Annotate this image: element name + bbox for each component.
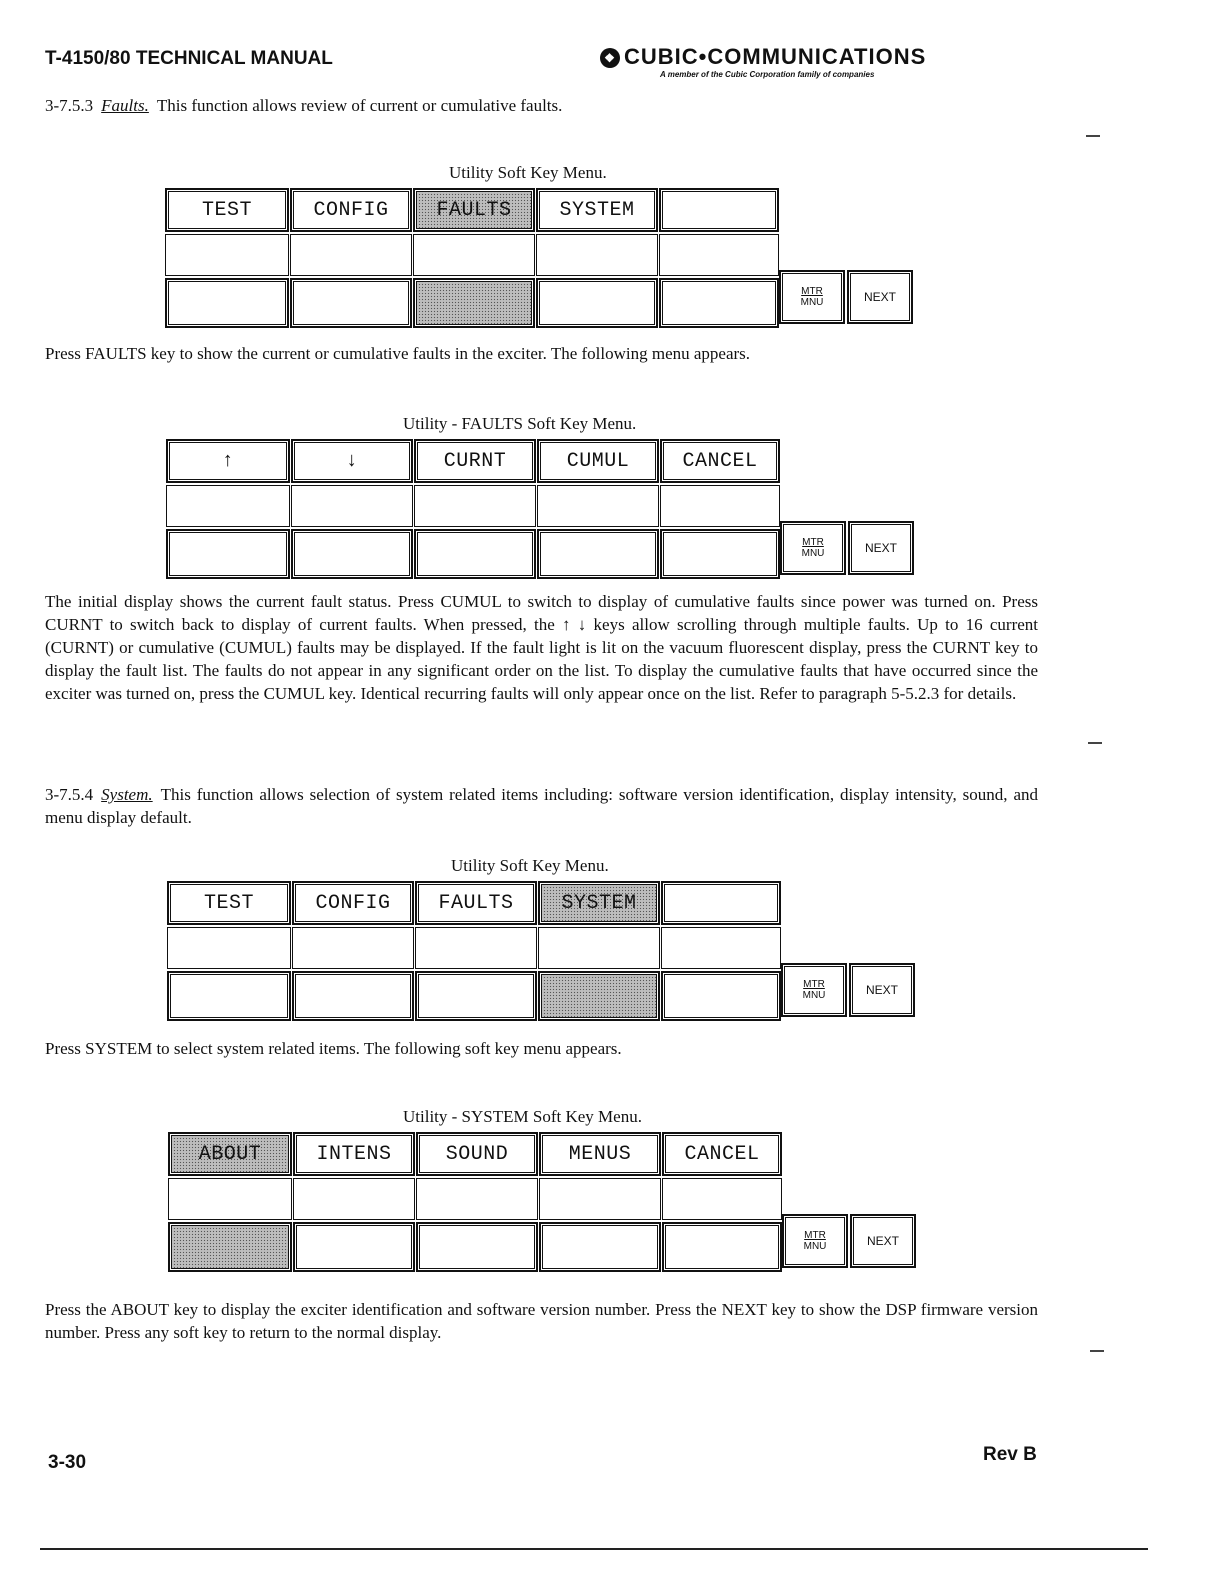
soft-key-2[interactable] — [290, 188, 412, 232]
meter-menu-label-top: MTR — [803, 979, 825, 990]
soft-key-label: FAULTS — [436, 198, 512, 222]
brand-tagline: A member of the Cubic Corporation family of companies — [660, 70, 875, 79]
display-cell — [291, 485, 413, 527]
scan-mark — [1088, 742, 1102, 744]
soft-key-3[interactable] — [414, 439, 536, 483]
meter-menu-label-top: MTR — [801, 286, 823, 297]
display-cell — [293, 1178, 415, 1220]
soft-key-label: TEST — [203, 891, 254, 915]
meter-menu-key[interactable] — [780, 521, 846, 575]
display-cell — [168, 1178, 292, 1220]
next-key[interactable] — [850, 1214, 916, 1268]
soft-key-4[interactable] — [537, 439, 659, 483]
function-key-2[interactable] — [291, 529, 413, 579]
soft-key-label: SYSTEM — [561, 891, 637, 915]
soft-key-label: CUMUL — [566, 449, 630, 473]
soft-key-4[interactable] — [539, 1132, 661, 1176]
next-key[interactable] — [848, 521, 914, 575]
meter-menu-label-top: MTR — [804, 1230, 826, 1241]
meter-menu-key[interactable] — [779, 270, 845, 324]
paragraph-about-press: Press the ABOUT key to display the exciter identification and software version number. Press the NEXT key to show the DSP firmware version number. Press any soft key to return to the normal display. — [45, 1300, 1038, 1342]
soft-key-5[interactable] — [659, 188, 779, 232]
function-key-3[interactable] — [414, 529, 536, 579]
soft-key-1[interactable] — [165, 188, 289, 232]
display-cell — [413, 234, 535, 276]
function-key-2[interactable] — [292, 971, 414, 1021]
scan-mark — [1090, 1350, 1104, 1352]
footer-rule — [40, 1548, 1148, 1550]
paragraph-faults-detail: The initial display shows the current fault status. Press CUMUL to switch to display of cumulative faults since power was turned on. Press CURNT to switch back to display of current faults. When pressed, the ↑ ↓ keys allow scrolling through multiple faults. Up to 16 current (CURNT) or cumulative (CUMUL) faults may be displayed. If the fault light is lit on the vacuum fluorescent display, press the CURNT key to display the fault list. The faults do not appear in any significant order on the list. To display the cumulative faults that have occurred since the exciter was turned on, press the CUMUL key. Identical recurring faults will only appear once on the list. Refer to paragraph 5-5.2.3 for details. — [45, 592, 1038, 703]
meter-menu-label-bottom: MNU — [801, 548, 825, 559]
display-cell — [416, 1178, 538, 1220]
section-faults — [45, 94, 1038, 117]
display-cell — [166, 485, 290, 527]
menu-caption: Utility - SYSTEM Soft Key Menu. — [403, 1107, 642, 1126]
soft-key-1[interactable] — [167, 881, 291, 925]
display-cell — [292, 927, 414, 969]
function-key-3[interactable] — [415, 971, 537, 1021]
soft-key-menu-utility — [165, 186, 913, 330]
revision: Rev B — [983, 1444, 1037, 1465]
function-key-5[interactable] — [662, 1222, 782, 1272]
soft-key-3[interactable] — [416, 1132, 538, 1176]
meter-menu-key[interactable] — [781, 963, 847, 1017]
function-key-2[interactable] — [290, 278, 412, 328]
soft-key-2[interactable] — [292, 881, 414, 925]
display-cell — [415, 927, 537, 969]
soft-key-3[interactable] — [415, 881, 537, 925]
meter-menu-label-top: MTR — [802, 537, 824, 548]
soft-key-label: FAULTS — [438, 891, 514, 915]
next-key[interactable] — [847, 270, 913, 324]
meter-menu-label-bottom: MNU — [800, 297, 824, 308]
function-key-4[interactable] — [538, 971, 660, 1021]
soft-key-3[interactable] — [413, 188, 535, 232]
soft-key-label: CANCEL — [682, 449, 758, 473]
function-key-1[interactable] — [168, 1222, 292, 1272]
soft-key-4[interactable] — [536, 188, 658, 232]
menu-caption: Utility - FAULTS Soft Key Menu. — [403, 414, 637, 433]
display-cell — [539, 1178, 661, 1220]
meter-menu-key[interactable] — [782, 1214, 848, 1268]
section-title: System. — [101, 785, 153, 804]
soft-key-menu-faults — [166, 437, 914, 581]
section-number: 3-7.5.3 — [45, 96, 94, 115]
display-cell — [290, 234, 412, 276]
display-cell — [538, 927, 660, 969]
section-system — [45, 783, 1038, 829]
section-title: Faults. — [101, 96, 149, 115]
soft-key-label: CONFIG — [313, 198, 389, 222]
soft-key-5[interactable] — [660, 439, 780, 483]
function-key-3[interactable] — [413, 278, 535, 328]
function-key-1[interactable] — [165, 278, 289, 328]
scan-mark — [1086, 135, 1100, 137]
next-key-label: NEXT — [863, 290, 896, 304]
display-cell — [165, 234, 289, 276]
function-key-4[interactable] — [537, 529, 659, 579]
manual-title: T-4150/80 TECHNICAL MANUAL — [45, 48, 333, 69]
paragraph-faults-press: Press FAULTS key to show the current or cumulative faults in the exciter. The following menu appears. — [45, 344, 751, 363]
function-key-4[interactable] — [539, 1222, 661, 1272]
function-key-1[interactable] — [166, 529, 290, 579]
soft-key-label: CANCEL — [684, 1142, 760, 1166]
soft-key-5[interactable] — [662, 1132, 782, 1176]
function-key-4[interactable] — [536, 278, 658, 328]
soft-key-label: INTENS — [316, 1142, 392, 1166]
display-cell — [660, 485, 780, 527]
menu-caption: Utility Soft Key Menu. — [449, 163, 607, 182]
function-key-1[interactable] — [167, 971, 291, 1021]
section-text: This function allows selection of system related items including: software version identification, display intensity, sound, and menu display default. — [45, 785, 1038, 827]
soft-key-label: ABOUT — [198, 1142, 262, 1166]
next-key-label: NEXT — [864, 541, 897, 555]
function-key-5[interactable] — [659, 278, 779, 328]
menu-caption: Utility Soft Key Menu. — [451, 856, 609, 875]
display-cell — [659, 234, 779, 276]
section-number: 3-7.5.4 — [45, 785, 94, 804]
display-cell — [537, 485, 659, 527]
next-key-label: NEXT — [865, 983, 898, 997]
soft-key-label: ↓ — [345, 449, 359, 473]
soft-key-menu-system — [168, 1130, 916, 1274]
soft-key-label: SOUND — [445, 1142, 509, 1166]
display-cell — [167, 927, 291, 969]
soft-key-label: ↑ — [221, 449, 235, 473]
soft-key-label: TEST — [201, 198, 252, 222]
meter-menu-label-bottom: MNU — [803, 1241, 827, 1252]
soft-key-label: CURNT — [443, 449, 507, 473]
paragraph-system-press: Press SYSTEM to select system related items. The following soft key menu appears. — [45, 1039, 622, 1058]
meter-menu-label-bottom: MNU — [802, 990, 826, 1001]
cubic-logo-icon: ❖ — [600, 48, 620, 68]
soft-key-label: SYSTEM — [559, 198, 635, 222]
soft-key-label: CONFIG — [315, 891, 391, 915]
soft-key-label: MENUS — [568, 1142, 632, 1166]
soft-key-5[interactable] — [661, 881, 781, 925]
next-key[interactable] — [849, 963, 915, 1017]
function-key-5[interactable] — [661, 971, 781, 1021]
soft-key-1[interactable] — [168, 1132, 292, 1176]
display-cell — [414, 485, 536, 527]
display-cell — [662, 1178, 782, 1220]
soft-key-2[interactable] — [293, 1132, 415, 1176]
soft-key-1[interactable] — [166, 439, 290, 483]
soft-key-menu-utility-system — [167, 879, 915, 1023]
function-key-5[interactable] — [660, 529, 780, 579]
section-text: This function allows review of current or cumulative faults. — [156, 96, 563, 115]
brand-logo — [600, 44, 926, 70]
next-key-label: NEXT — [866, 1234, 899, 1248]
display-cell — [661, 927, 781, 969]
function-key-3[interactable] — [416, 1222, 538, 1272]
soft-key-2[interactable] — [291, 439, 413, 483]
page-number: 3-30 — [48, 1452, 87, 1473]
display-cell — [536, 234, 658, 276]
soft-key-4[interactable] — [538, 881, 660, 925]
function-key-2[interactable] — [293, 1222, 415, 1272]
brand-name: CUBIC•COMMUNICATIONS — [624, 44, 927, 69]
